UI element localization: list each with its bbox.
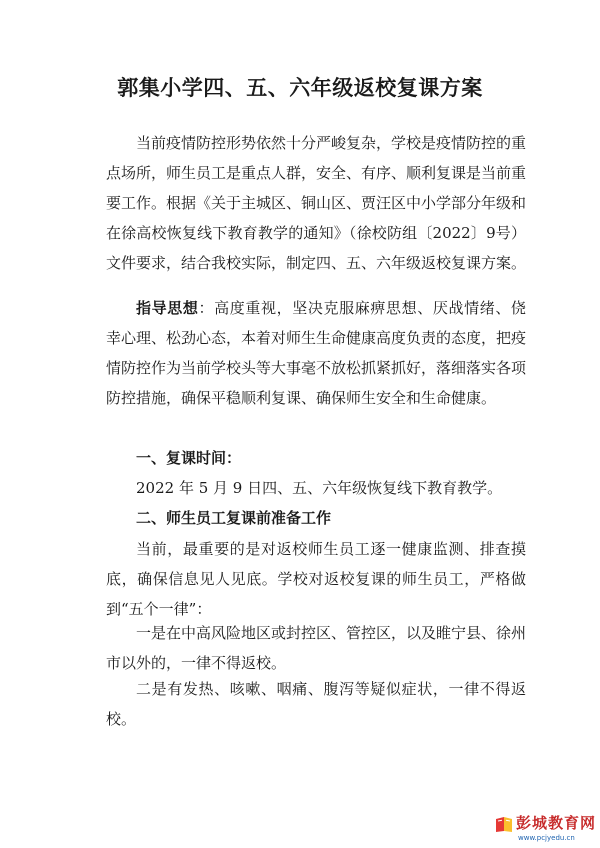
section2-paragraph bbox=[106, 534, 526, 624]
book-logo-icon bbox=[494, 814, 514, 834]
section2-heading-block bbox=[106, 503, 526, 533]
section1-text: 2022 年 5 月 9 日四、五、六年级恢复线下教育教学。 bbox=[136, 479, 503, 497]
guiding-text-block bbox=[106, 293, 526, 413]
section1-paragraph bbox=[106, 473, 526, 503]
guiding-text: ：高度重视，坚决克服麻痹思想、厌战情绪、侥幸心理、松劲心态，本着对师生生命健康高度负责的态度，把疫情防控作为当前学校头等大事毫不放松抓紧抓好，落细落实各项防控措施，确保平稳顺利复课、确保师生安全和生命健康。 bbox=[106, 299, 527, 407]
guiding-paragraph bbox=[106, 293, 526, 413]
section2-item2-paragraph bbox=[106, 674, 526, 734]
intro-text: 当前疫情防控形势依然十分严峻复杂，学校是疫情防控的重点场所，师生员工是重点人群，安全、有序、顺利复课是当前重要工作。根据《关于主城区、铜山区、贾汪区中小学部分年级和在徐高校恢复线下教育教学的通知》（徐校防组〔2022〕9号）文件要求，结合我校实际，制定四、五、六年级返校复课方案。 bbox=[106, 134, 527, 272]
section2-item1: 一是在中高风险地区或封控区、管控区，以及睢宁县、徐州市以外的，一律不得返校。 bbox=[106, 624, 527, 672]
intro-paragraph bbox=[106, 128, 526, 278]
document-title: 郭集小学四、五、六年级返校复课方案 bbox=[117, 75, 483, 100]
section2-heading: 二、师生员工复课前准备工作 bbox=[136, 509, 332, 527]
guiding-label: 指导思想 bbox=[136, 299, 199, 317]
site-watermark bbox=[494, 812, 598, 846]
section1-heading: 一、复课时间： bbox=[136, 449, 242, 467]
section1-heading-block bbox=[106, 443, 526, 473]
section2-item1-paragraph bbox=[106, 618, 526, 678]
section2-item2: 二是有发热、咳嗽、咽痛、腹泻等疑似症状，一律不得返校。 bbox=[106, 680, 526, 728]
watermark-url: www.pcjyedu.cn bbox=[518, 834, 575, 842]
section2-text: 当前，最重要的是对返校师生员工逐一健康监测、排查摸底，确保信息见人见底。学校对返校复课的师生员工，严格做到“五个一律”： bbox=[106, 540, 526, 618]
watermark-brand: 彭城教育网 bbox=[516, 814, 597, 832]
